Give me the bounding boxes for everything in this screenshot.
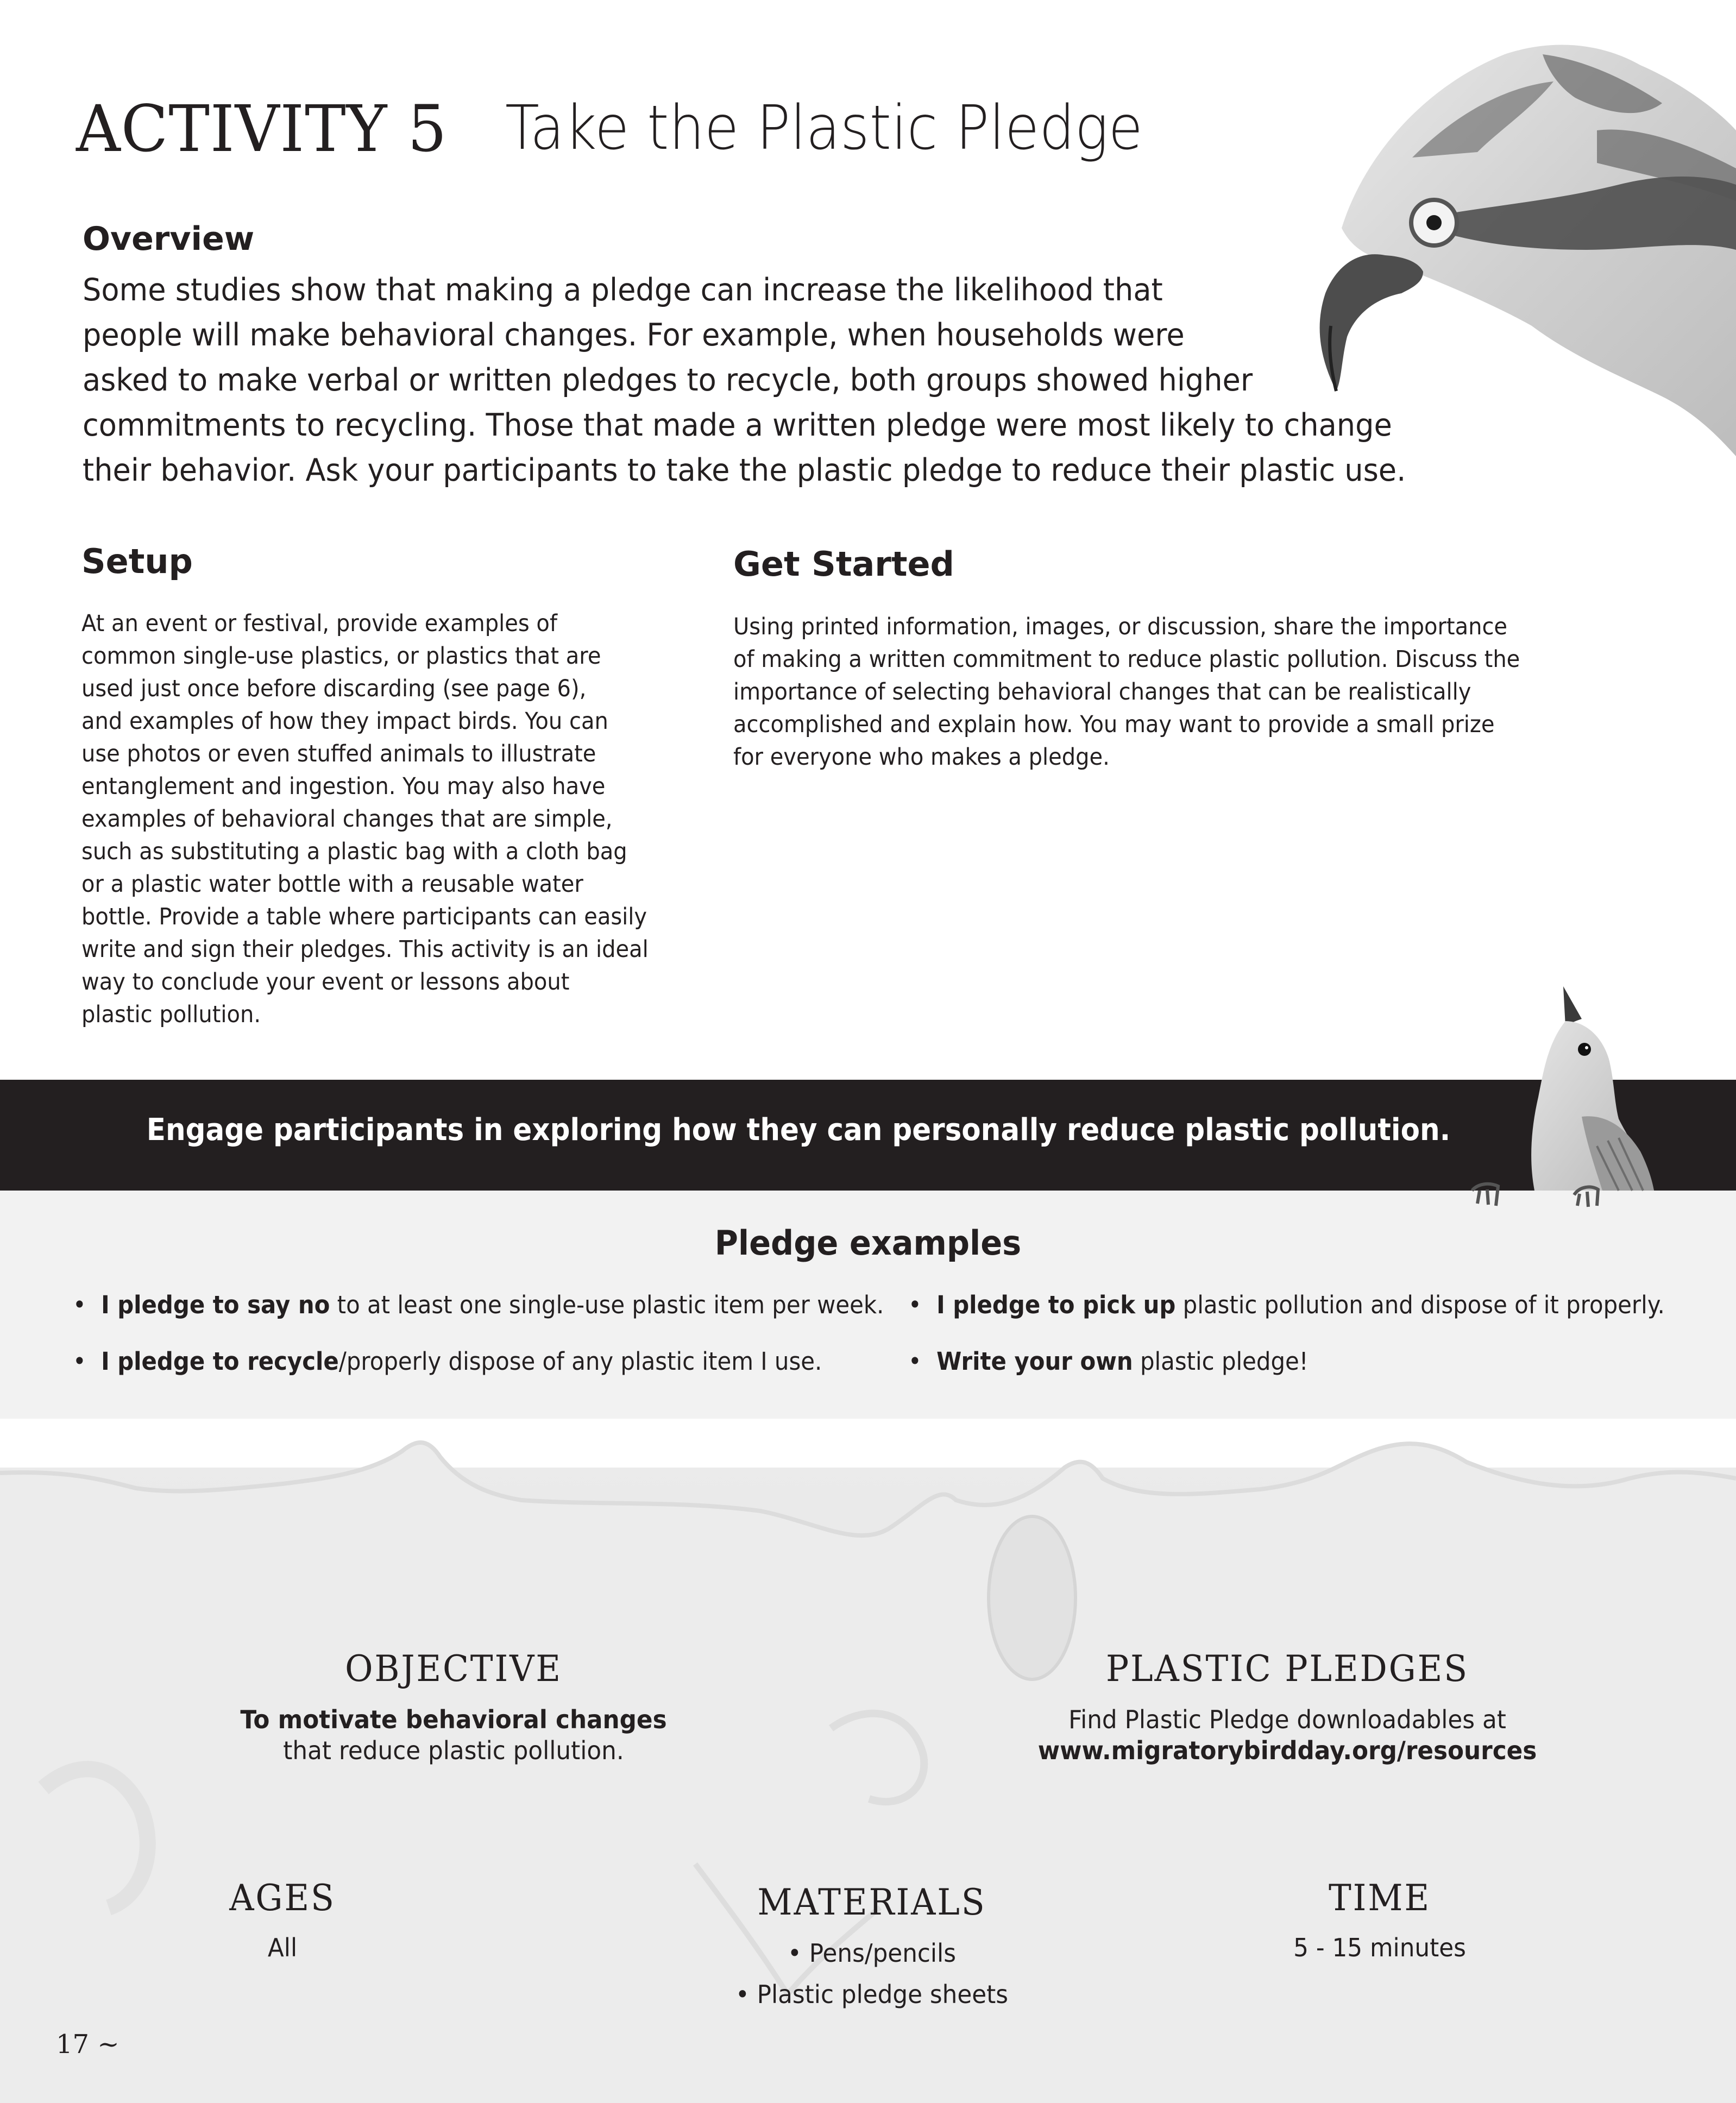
pledge-item-bold: Write your own <box>936 1347 1133 1376</box>
ages-heading: AGES <box>229 1877 336 1919</box>
plastic-pledges-heading: PLASTIC PLEDGES <box>1106 1648 1469 1690</box>
materials-list <box>665 1932 1078 2015</box>
time-heading: TIME <box>1329 1877 1431 1919</box>
objective-heading: OBJECTIVE <box>345 1648 562 1690</box>
pledge-item-bold: I pledge to recycle <box>101 1347 339 1376</box>
warbler-illustration <box>1439 967 1736 1227</box>
get-started-line: importance of selecting behavioral changes that can be realistically <box>733 678 1471 706</box>
materials-item: • Plastic pledge sheets <box>735 1980 1009 2009</box>
pledge-item-pick-up <box>908 1290 1665 1319</box>
objective-text <box>196 1704 712 1766</box>
setup-heading: Setup <box>81 542 193 581</box>
bullet-icon: • <box>908 1347 922 1376</box>
setup-line: and examples of how they impact birds. You can <box>81 708 608 735</box>
setup-line: or a plastic water bottle with a reusable water <box>81 871 583 898</box>
setup-line: way to conclude your event or lessons about <box>81 968 570 996</box>
bullet-icon: • <box>73 1290 86 1319</box>
page-title: Take the Plastic Pledge <box>505 93 1143 163</box>
get-started-heading: Get Started <box>733 544 954 584</box>
setup-line: plastic pollution. <box>81 1001 261 1028</box>
overview-text <box>83 268 1424 493</box>
pledge-item-text: plastic pollution and dispose of it properly. <box>1175 1290 1665 1319</box>
materials-heading: MATERIALS <box>757 1881 986 1923</box>
materials-item: • Pens/pencils <box>788 1938 956 1968</box>
plastic-pledges-line: Find Plastic Pledge downloadables at <box>1068 1705 1506 1734</box>
get-started-line: accomplished and explain how. You may want to provide a small prize <box>733 711 1495 738</box>
engage-banner-text: Engage participants in exploring how they can personally reduce plastic pollution. <box>146 1112 1451 1148</box>
pledge-item-say-no <box>73 1290 884 1319</box>
setup-line: bottle. Provide a table where participants can easily <box>81 903 647 930</box>
time-value: 5 - 15 minutes <box>1293 1933 1466 1962</box>
setup-line: use photos or even stuffed animals to illustrate <box>81 740 596 767</box>
get-started-line: for everyone who makes a pledge. <box>733 744 1110 771</box>
pledge-item-write-own <box>908 1349 1309 1374</box>
pledge-examples-heading: Pledge examples <box>714 1223 1022 1263</box>
setup-line: common single-use plastics, or plastics that are <box>81 643 601 670</box>
setup-line: used just once before discarding (see page 6), <box>81 675 587 702</box>
plastic-pledges-text <box>978 1704 1597 1766</box>
setup-line: examples of behavioral changes that are simple, <box>81 805 613 833</box>
get-started-text <box>733 610 1520 773</box>
setup-text <box>81 607 649 1031</box>
overview-line: people will make behavioral changes. For example, when households were <box>83 317 1185 353</box>
get-started-line: of making a written commitment to reduce plastic pollution. Discuss the <box>733 646 1520 673</box>
pledge-item-recycle <box>73 1349 822 1374</box>
pledge-item-text: /properly dispose of any plastic item I use. <box>338 1347 822 1376</box>
setup-line: write and sign their pledges. This activity is an ideal <box>81 936 649 963</box>
activity-label: ACTIVITY 5 <box>76 91 448 166</box>
overview-line: their behavior. Ask your participants to take the plastic pledge to reduce their plastic use. <box>83 452 1406 488</box>
pledge-item-text: to at least one single-use plastic item per week. <box>330 1290 884 1319</box>
objective-bold-line: To motivate behavioral changes <box>240 1705 667 1734</box>
overview-line: Some studies show that making a pledge can increase the likelihood that <box>83 272 1163 308</box>
bullet-icon: • <box>73 1347 86 1376</box>
overview-line: commitments to recycling. Those that made a written pledge were most likely to change <box>83 407 1392 443</box>
get-started-line: Using printed information, images, or discussion, share the importance <box>733 613 1508 640</box>
resources-link[interactable]: www.migratorybirdday.org/resources <box>1037 1736 1537 1765</box>
setup-line: At an event or festival, provide examples of <box>81 610 557 637</box>
overview-line: asked to make verbal or written pledges to recycle, both groups showed higher <box>83 362 1253 398</box>
bullet-icon: • <box>908 1290 922 1319</box>
pledge-item-text: plastic pledge! <box>1133 1347 1309 1376</box>
pledge-item-bold: I pledge to pick up <box>936 1290 1176 1319</box>
overview-heading: Overview <box>83 220 255 258</box>
pledge-item-bold: I pledge to say no <box>101 1290 330 1319</box>
setup-line: entanglement and ingestion. You may also have <box>81 773 606 800</box>
ages-value: All <box>267 1933 298 1962</box>
setup-line: such as substituting a plastic bag with a cloth bag <box>81 838 627 865</box>
page-number: 17 ~ <box>56 2029 119 2060</box>
objective-line: that reduce plastic pollution. <box>283 1736 624 1765</box>
